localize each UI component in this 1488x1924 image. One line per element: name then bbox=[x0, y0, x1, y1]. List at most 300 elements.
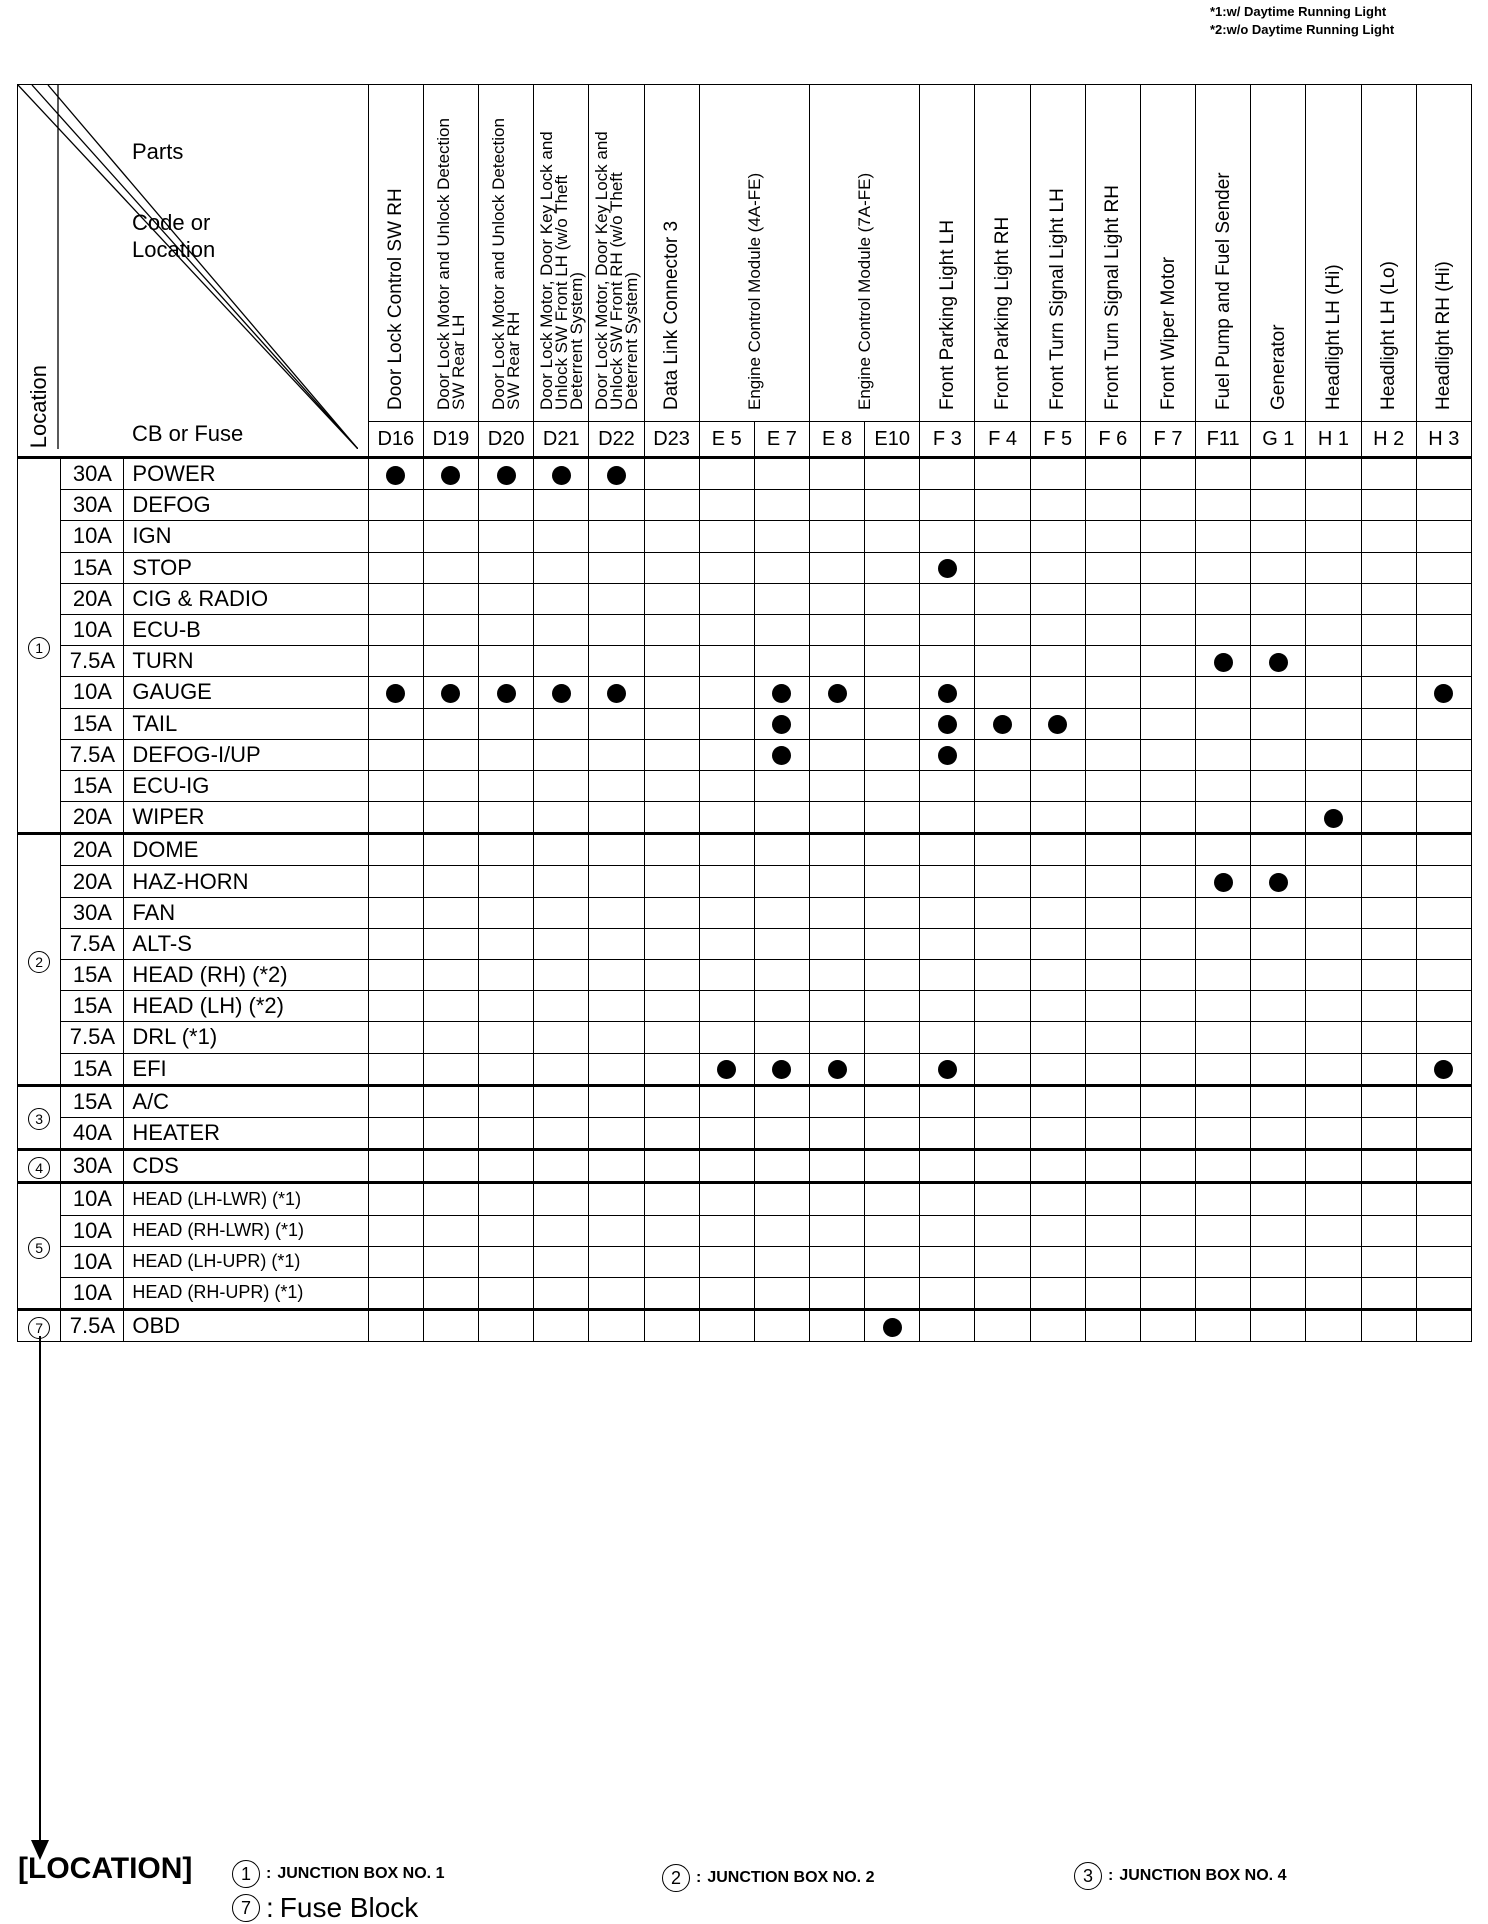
connection-cell bbox=[699, 1022, 754, 1053]
connection-cell bbox=[699, 677, 754, 708]
connection-cell bbox=[644, 1277, 699, 1309]
fuse-row bbox=[18, 1085, 1472, 1117]
connection-dot-icon bbox=[1048, 715, 1067, 734]
connection-cell bbox=[1085, 739, 1140, 770]
connection-cell bbox=[1085, 614, 1140, 645]
fuse-row bbox=[18, 1310, 1472, 1342]
connection-cell bbox=[699, 739, 754, 770]
connection-cell bbox=[1361, 866, 1416, 897]
connection-cell bbox=[1085, 521, 1140, 552]
code-cell: E10 bbox=[865, 422, 920, 458]
fuse-name-cell: HEATER bbox=[124, 1117, 368, 1149]
circled-number-icon: 3 bbox=[28, 1108, 50, 1130]
legend-text: JUNCTION BOX NO. 1 bbox=[277, 1865, 445, 1882]
connection-cell bbox=[920, 1246, 975, 1277]
connection-cell bbox=[368, 834, 423, 866]
fuse-row bbox=[18, 866, 1472, 897]
connection-cell bbox=[975, 928, 1030, 959]
connection-cell bbox=[809, 1085, 864, 1117]
connection-cell bbox=[479, 1150, 534, 1183]
connection-cell bbox=[589, 677, 644, 708]
connection-cell bbox=[1140, 614, 1195, 645]
amperage-cell: 10A bbox=[61, 1277, 124, 1309]
connection-cell bbox=[865, 834, 920, 866]
connection-cell bbox=[1140, 928, 1195, 959]
connection-cell bbox=[1196, 928, 1251, 959]
connection-cell bbox=[1306, 708, 1361, 739]
connection-cell bbox=[368, 1215, 423, 1246]
connection-dot-icon bbox=[1434, 1060, 1453, 1079]
connection-cell bbox=[1196, 1246, 1251, 1277]
connection-cell bbox=[975, 1310, 1030, 1342]
connection-cell bbox=[920, 866, 975, 897]
code-cell: F 4 bbox=[975, 422, 1030, 458]
connection-cell bbox=[699, 1277, 754, 1309]
connection-cell bbox=[1306, 1215, 1361, 1246]
connection-cell bbox=[865, 1277, 920, 1309]
connection-dot-icon bbox=[772, 1060, 791, 1079]
connection-dot-icon bbox=[1214, 653, 1233, 672]
amperage-cell: 15A bbox=[61, 552, 124, 583]
connection-cell bbox=[920, 677, 975, 708]
amperage-cell: 30A bbox=[61, 490, 124, 521]
connection-cell bbox=[644, 583, 699, 614]
connection-dot-icon bbox=[1434, 684, 1453, 703]
part-name: Headlight LH (Lo) bbox=[1378, 261, 1400, 410]
fuse-row bbox=[18, 960, 1472, 991]
legend-item-3: 3 : JUNCTION BOX NO. 4 bbox=[1074, 1862, 1286, 1890]
code-cell: H 3 bbox=[1416, 422, 1471, 458]
connection-cell bbox=[1361, 897, 1416, 928]
circled-number-icon: 5 bbox=[28, 1237, 50, 1259]
connection-cell bbox=[1196, 458, 1251, 490]
fuse-name-cell: ECU-B bbox=[124, 614, 368, 645]
connection-cell bbox=[479, 646, 534, 677]
connection-cell bbox=[699, 960, 754, 991]
connection-cell bbox=[1140, 1246, 1195, 1277]
connection-cell bbox=[1140, 1150, 1195, 1183]
diagonal-line bbox=[18, 85, 358, 449]
connection-cell bbox=[1251, 1277, 1306, 1309]
connection-cell bbox=[644, 708, 699, 739]
connection-cell bbox=[1306, 646, 1361, 677]
connection-cell bbox=[1030, 991, 1085, 1022]
connection-cell bbox=[534, 1277, 589, 1309]
connection-cell bbox=[865, 1310, 920, 1342]
connection-cell bbox=[1361, 802, 1416, 834]
fuse-name-cell: A/C bbox=[124, 1085, 368, 1117]
connection-cell bbox=[423, 1183, 478, 1215]
connection-cell bbox=[644, 677, 699, 708]
connection-cell bbox=[1416, 1183, 1471, 1215]
header-corner bbox=[18, 85, 369, 458]
connection-cell bbox=[865, 552, 920, 583]
connection-cell bbox=[1306, 1310, 1361, 1342]
connection-cell bbox=[534, 1215, 589, 1246]
connection-cell bbox=[809, 1277, 864, 1309]
part-header bbox=[1416, 85, 1471, 422]
connection-cell bbox=[920, 458, 975, 490]
connection-cell bbox=[423, 960, 478, 991]
connection-cell bbox=[1030, 1246, 1085, 1277]
connection-cell bbox=[534, 1150, 589, 1183]
connection-dot-icon bbox=[441, 684, 460, 703]
connection-cell bbox=[423, 614, 478, 645]
connection-cell bbox=[1361, 1215, 1416, 1246]
connection-cell bbox=[920, 960, 975, 991]
fuse-row bbox=[18, 928, 1472, 959]
part-header bbox=[1030, 85, 1085, 422]
connection-cell bbox=[754, 583, 809, 614]
connection-cell bbox=[1306, 960, 1361, 991]
connection-cell bbox=[1085, 928, 1140, 959]
connection-cell bbox=[975, 1246, 1030, 1277]
connection-cell bbox=[1196, 521, 1251, 552]
connection-cell bbox=[809, 1310, 864, 1342]
connection-dot-icon bbox=[938, 715, 957, 734]
fuse-row bbox=[18, 458, 1472, 490]
connection-cell bbox=[1416, 1277, 1471, 1309]
connection-cell bbox=[809, 614, 864, 645]
connection-cell bbox=[479, 1085, 534, 1117]
connection-cell bbox=[865, 677, 920, 708]
connection-cell bbox=[865, 770, 920, 801]
part-name: Engine Control Module (4A-FE) bbox=[744, 172, 764, 410]
connection-cell bbox=[1306, 1183, 1361, 1215]
amperage-cell: 30A bbox=[61, 1150, 124, 1183]
connection-cell bbox=[809, 708, 864, 739]
connection-cell bbox=[1030, 646, 1085, 677]
connection-cell bbox=[1251, 583, 1306, 614]
connection-cell bbox=[1196, 1085, 1251, 1117]
part-name: Engine Control Module (7A-FE) bbox=[855, 172, 875, 410]
connection-cell bbox=[534, 866, 589, 897]
connection-cell bbox=[975, 521, 1030, 552]
connection-dot-icon bbox=[938, 684, 957, 703]
connection-cell bbox=[479, 708, 534, 739]
connection-cell bbox=[1196, 552, 1251, 583]
fuse-row bbox=[18, 521, 1472, 552]
connection-cell bbox=[699, 552, 754, 583]
connection-cell bbox=[1085, 708, 1140, 739]
connection-cell bbox=[809, 1246, 864, 1277]
connection-cell bbox=[865, 1215, 920, 1246]
circled-number-icon: 4 bbox=[28, 1157, 50, 1179]
connection-cell bbox=[534, 1117, 589, 1149]
connection-cell bbox=[809, 739, 864, 770]
connection-cell bbox=[1196, 1150, 1251, 1183]
fuse-row bbox=[18, 1215, 1472, 1246]
connection-cell bbox=[920, 614, 975, 645]
connection-cell bbox=[1196, 1117, 1251, 1149]
connection-cell bbox=[1361, 1085, 1416, 1117]
part-name: Front Parking Light LH bbox=[936, 219, 958, 410]
connection-cell bbox=[1030, 1310, 1085, 1342]
connection-cell bbox=[1085, 1150, 1140, 1183]
connection-cell bbox=[479, 677, 534, 708]
footnote-2: *2:w/o Daytime Running Light bbox=[1210, 22, 1395, 37]
part-name: Door Lock Motor, Door Key Lock and Unlock SW Front RH (w/o Theft Deterrent System) bbox=[591, 131, 641, 410]
connection-cell bbox=[754, 897, 809, 928]
connection-cell bbox=[975, 770, 1030, 801]
connection-cell bbox=[699, 1150, 754, 1183]
connection-cell bbox=[534, 1246, 589, 1277]
connection-cell bbox=[699, 521, 754, 552]
part-header bbox=[589, 85, 644, 422]
connection-cell bbox=[1030, 1053, 1085, 1085]
connection-cell bbox=[479, 490, 534, 521]
connection-cell bbox=[589, 866, 644, 897]
connection-cell bbox=[368, 521, 423, 552]
connection-cell bbox=[1140, 739, 1195, 770]
cb-label: CB or Fuse bbox=[132, 421, 244, 446]
connection-cell bbox=[1251, 866, 1306, 897]
connection-cell bbox=[1030, 677, 1085, 708]
connection-cell bbox=[1196, 1277, 1251, 1309]
connection-cell bbox=[479, 458, 534, 490]
connection-cell bbox=[1416, 646, 1471, 677]
connection-cell bbox=[423, 1277, 478, 1309]
connection-cell bbox=[754, 458, 809, 490]
connection-cell bbox=[809, 458, 864, 490]
amperage-cell: 7.5A bbox=[61, 928, 124, 959]
connection-cell bbox=[920, 834, 975, 866]
connection-dot-icon bbox=[386, 684, 405, 703]
connection-cell bbox=[809, 646, 864, 677]
connection-cell bbox=[1140, 1085, 1195, 1117]
connection-cell bbox=[589, 739, 644, 770]
connection-cell bbox=[754, 1215, 809, 1246]
legend-item-1: 1 : JUNCTION BOX NO. 1 bbox=[232, 1860, 444, 1888]
connection-cell bbox=[1416, 552, 1471, 583]
connection-cell bbox=[920, 897, 975, 928]
connection-cell bbox=[1416, 1085, 1471, 1117]
connection-cell bbox=[1306, 928, 1361, 959]
connection-cell bbox=[865, 708, 920, 739]
part-header bbox=[699, 85, 809, 422]
connection-cell bbox=[865, 646, 920, 677]
connection-cell bbox=[920, 1277, 975, 1309]
connection-cell bbox=[1030, 614, 1085, 645]
connection-cell bbox=[423, 708, 478, 739]
connection-cell bbox=[920, 1085, 975, 1117]
amperage-cell: 30A bbox=[61, 897, 124, 928]
connection-cell bbox=[368, 583, 423, 614]
connection-cell bbox=[1416, 490, 1471, 521]
part-header bbox=[1251, 85, 1306, 422]
connection-cell bbox=[534, 677, 589, 708]
connection-dot-icon bbox=[938, 746, 957, 765]
connection-cell bbox=[534, 739, 589, 770]
connection-cell bbox=[1361, 708, 1416, 739]
connection-cell bbox=[1251, 1022, 1306, 1053]
connection-cell bbox=[1416, 866, 1471, 897]
connection-cell bbox=[589, 1053, 644, 1085]
connection-cell bbox=[754, 521, 809, 552]
connection-cell bbox=[423, 552, 478, 583]
connection-cell bbox=[699, 1215, 754, 1246]
fuse-name-cell: HEAD (LH-LWR) (*1) bbox=[124, 1183, 368, 1215]
connection-cell bbox=[920, 521, 975, 552]
connection-cell bbox=[865, 991, 920, 1022]
connection-cell bbox=[1251, 1117, 1306, 1149]
connection-cell bbox=[1361, 770, 1416, 801]
connection-cell bbox=[920, 770, 975, 801]
part-name: Door Lock Control SW RH bbox=[385, 188, 407, 410]
connection-cell bbox=[368, 490, 423, 521]
connection-cell bbox=[1416, 802, 1471, 834]
connection-cell bbox=[975, 646, 1030, 677]
amperage-cell: 15A bbox=[61, 960, 124, 991]
location-cell bbox=[18, 1183, 61, 1310]
connection-cell bbox=[1030, 458, 1085, 490]
fuse-row bbox=[18, 991, 1472, 1022]
connection-cell bbox=[1196, 1215, 1251, 1246]
connection-cell bbox=[423, 1085, 478, 1117]
connection-cell bbox=[1251, 1085, 1306, 1117]
connection-cell bbox=[589, 1085, 644, 1117]
connection-cell bbox=[754, 928, 809, 959]
connection-dot-icon bbox=[1269, 653, 1288, 672]
connection-cell bbox=[1251, 708, 1306, 739]
connection-cell bbox=[589, 1246, 644, 1277]
part-name: Headlight RH (Hi) bbox=[1433, 261, 1455, 410]
connection-cell bbox=[534, 1310, 589, 1342]
connection-cell bbox=[920, 802, 975, 834]
connection-cell bbox=[754, 834, 809, 866]
connection-cell bbox=[589, 614, 644, 645]
connection-cell bbox=[699, 1183, 754, 1215]
connection-cell bbox=[1030, 1085, 1085, 1117]
connection-cell bbox=[809, 1183, 864, 1215]
connection-cell bbox=[589, 646, 644, 677]
code-cell: D16 bbox=[368, 422, 423, 458]
connection-cell bbox=[975, 866, 1030, 897]
fuse-row bbox=[18, 646, 1472, 677]
connection-cell bbox=[589, 928, 644, 959]
fuse-name-cell: HEAD (RH) (*2) bbox=[124, 960, 368, 991]
connection-cell bbox=[754, 677, 809, 708]
connection-cell bbox=[975, 1183, 1030, 1215]
connection-cell bbox=[754, 770, 809, 801]
connection-cell bbox=[1140, 490, 1195, 521]
fuse-name-cell: OBD bbox=[124, 1310, 368, 1342]
connection-cell bbox=[920, 1150, 975, 1183]
connection-cell bbox=[1361, 834, 1416, 866]
connection-cell bbox=[699, 802, 754, 834]
connection-cell bbox=[1140, 646, 1195, 677]
amperage-cell: 15A bbox=[61, 1053, 124, 1085]
fuse-row bbox=[18, 802, 1472, 834]
connection-cell bbox=[1361, 1117, 1416, 1149]
connection-cell bbox=[1306, 897, 1361, 928]
connection-cell bbox=[1251, 897, 1306, 928]
connection-cell bbox=[534, 991, 589, 1022]
connection-cell bbox=[644, 1085, 699, 1117]
connection-cell bbox=[368, 677, 423, 708]
amperage-cell: 40A bbox=[61, 1117, 124, 1149]
connection-cell bbox=[589, 1022, 644, 1053]
connection-cell bbox=[1416, 708, 1471, 739]
connection-cell bbox=[423, 834, 478, 866]
connection-cell bbox=[809, 770, 864, 801]
connection-cell bbox=[1030, 521, 1085, 552]
connection-cell bbox=[589, 1150, 644, 1183]
connection-cell bbox=[1030, 960, 1085, 991]
connection-cell bbox=[1416, 458, 1471, 490]
connection-cell bbox=[754, 1183, 809, 1215]
connection-cell bbox=[754, 1117, 809, 1149]
connection-cell bbox=[809, 1117, 864, 1149]
amperage-cell: 30A bbox=[61, 458, 124, 490]
connection-cell bbox=[920, 1310, 975, 1342]
connection-cell bbox=[1196, 583, 1251, 614]
connection-cell bbox=[644, 614, 699, 645]
connection-cell bbox=[920, 739, 975, 770]
connection-cell bbox=[865, 490, 920, 521]
connection-cell bbox=[479, 928, 534, 959]
connection-cell bbox=[479, 834, 534, 866]
connection-cell bbox=[699, 1246, 754, 1277]
connection-cell bbox=[865, 458, 920, 490]
fuse-row bbox=[18, 614, 1472, 645]
fuse-name-cell: CDS bbox=[124, 1150, 368, 1183]
connection-cell bbox=[479, 960, 534, 991]
connection-cell bbox=[1361, 960, 1416, 991]
connection-dot-icon bbox=[772, 715, 791, 734]
connection-dot-icon bbox=[828, 684, 847, 703]
connection-cell bbox=[644, 802, 699, 834]
fuse-row bbox=[18, 1022, 1472, 1053]
connection-cell bbox=[1030, 552, 1085, 583]
connection-dot-icon bbox=[607, 684, 626, 703]
connection-cell bbox=[1085, 1246, 1140, 1277]
connection-cell bbox=[644, 646, 699, 677]
connection-cell bbox=[1140, 1183, 1195, 1215]
connection-cell bbox=[1416, 521, 1471, 552]
connection-cell bbox=[1306, 490, 1361, 521]
connection-cell bbox=[1030, 708, 1085, 739]
connection-cell bbox=[1196, 646, 1251, 677]
connection-cell bbox=[754, 960, 809, 991]
connection-cell bbox=[1085, 1277, 1140, 1309]
connection-dot-icon bbox=[1269, 873, 1288, 892]
connection-cell bbox=[1251, 1183, 1306, 1215]
connection-cell bbox=[809, 490, 864, 521]
connection-cell bbox=[1416, 614, 1471, 645]
connection-cell bbox=[699, 991, 754, 1022]
connection-dot-icon bbox=[1324, 809, 1343, 828]
connection-cell bbox=[809, 1022, 864, 1053]
connection-cell bbox=[975, 490, 1030, 521]
connection-cell bbox=[920, 991, 975, 1022]
part-header bbox=[809, 85, 919, 422]
connection-cell bbox=[754, 1022, 809, 1053]
connection-cell bbox=[1251, 802, 1306, 834]
connection-cell bbox=[1361, 1246, 1416, 1277]
connection-cell bbox=[920, 1053, 975, 1085]
connection-cell bbox=[809, 677, 864, 708]
connection-cell bbox=[534, 583, 589, 614]
amperage-cell: 15A bbox=[61, 770, 124, 801]
connection-cell bbox=[1140, 521, 1195, 552]
connection-cell bbox=[809, 834, 864, 866]
connection-cell bbox=[1140, 583, 1195, 614]
amperage-cell: 15A bbox=[61, 708, 124, 739]
part-name: Fuel Pump and Fuel Sender bbox=[1212, 172, 1234, 410]
connection-cell bbox=[1085, 490, 1140, 521]
fuse-row bbox=[18, 834, 1472, 866]
